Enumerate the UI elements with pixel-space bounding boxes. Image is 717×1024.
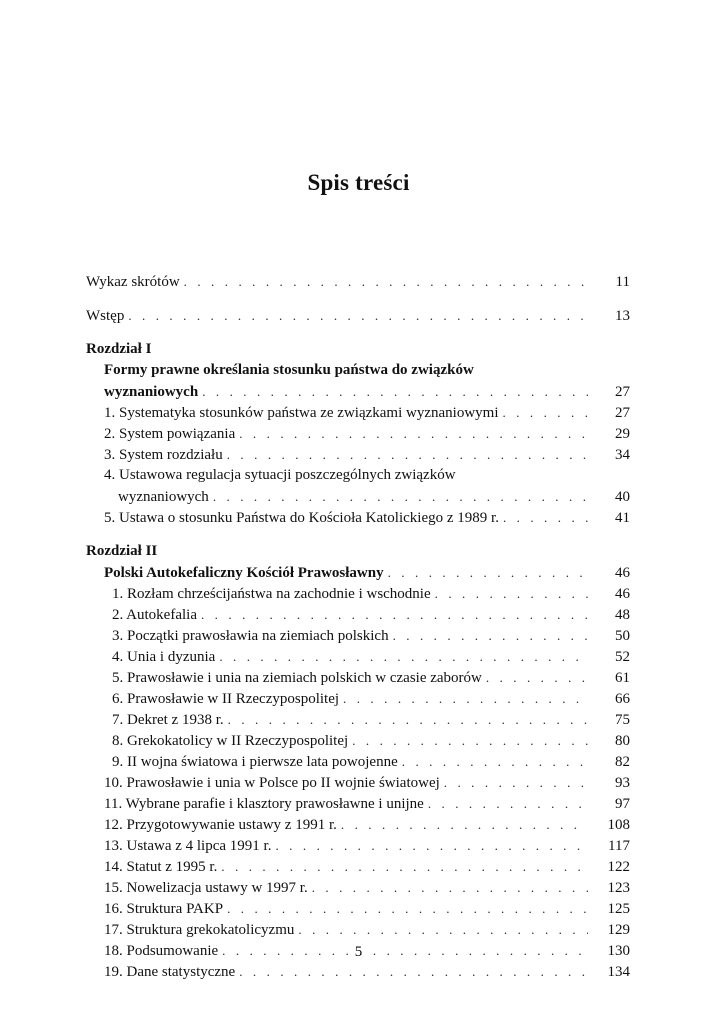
toc-page-number: 82 [615, 754, 630, 770]
toc-entry[interactable] [86, 604, 630, 625]
toc-page-number: 117 [608, 838, 630, 854]
toc-page-number: 80 [615, 733, 630, 749]
toc-page-number: 122 [607, 859, 630, 875]
toc-entry-text: 1. Rozłam chrześcijaństwa na zachodnie i wschodnie [112, 586, 431, 602]
toc-page-number: 40 [615, 489, 630, 505]
toc-page-number: 130 [607, 943, 630, 959]
toc-page-number: 48 [615, 607, 630, 623]
leader-dots [402, 751, 588, 772]
toc-entry[interactable] [86, 856, 630, 877]
toc-page-number: 41 [615, 510, 630, 526]
toc-entry-line: 4. Ustawowa regulacja sytuacji poszczególnych związków [104, 467, 456, 483]
toc-entry-text: wyznaniowych [118, 489, 209, 505]
toc-entry-text: 1. Systematyka stosunków państwa ze związkami wyznaniowymi [104, 405, 499, 421]
toc-page-number: 75 [615, 712, 630, 728]
toc-entry[interactable] [86, 730, 630, 751]
toc-page-number: 50 [615, 628, 630, 644]
leader-dots [343, 688, 588, 709]
toc-entry[interactable] [86, 961, 630, 982]
toc-page-number: 134 [607, 964, 630, 980]
toc-entry-text: 5. Prawosławie i unia na ziemiach polskich w czasie zaborów [112, 670, 482, 686]
leader-dots [486, 667, 588, 688]
toc-entry-text: 3. System rozdziału [104, 447, 223, 463]
toc-entry[interactable] [86, 646, 630, 667]
toc-page-number: 13 [615, 308, 630, 324]
toc-entry-text: 4. Unia i dyzunia [112, 649, 216, 665]
leader-dots [227, 444, 588, 465]
toc-entry[interactable] [86, 835, 630, 856]
toc-entry-chapter2-title[interactable] [86, 562, 630, 583]
leader-dots [219, 646, 588, 667]
toc-entry-text: 10. Prawosławie i unia w Polsce po II wojnie światowej [104, 775, 440, 791]
table-of-contents [86, 271, 630, 982]
toc-entry-text: 17. Struktura grekokatolicyzmu [104, 922, 295, 938]
leader-dots [227, 898, 588, 919]
toc-entry[interactable] [86, 772, 630, 793]
toc-entry-text: 5. Ustawa o stosunku Państwa do Kościoła Katolickiego z 1989 r. [104, 510, 499, 526]
toc-entry-abbreviations[interactable] [86, 271, 630, 292]
toc-entry-text: 15. Nowelizacja ustawy w 1997 r. [104, 880, 308, 896]
toc-entry[interactable] [86, 898, 630, 919]
leader-dots [503, 402, 589, 423]
toc-entry-text: wyznaniowych [104, 384, 199, 400]
toc-page-number: 46 [615, 565, 630, 581]
leader-dots [213, 486, 588, 507]
toc-entry-text: Polski Autokefaliczny Kościół Prawosławny [104, 565, 384, 581]
toc-page-number: 27 [615, 405, 630, 421]
toc-page-number: 27 [615, 384, 630, 400]
leader-dots [228, 709, 588, 730]
toc-entry[interactable] [86, 919, 630, 940]
leader-dots [128, 305, 588, 326]
leader-dots [341, 814, 588, 835]
toc-entry[interactable] [86, 667, 630, 688]
toc-entry-text: Wstęp [86, 308, 125, 324]
toc-entry-text: 11. Wybrane parafie i klasztory prawosławne i unijne [104, 796, 424, 812]
toc-entry[interactable] [86, 583, 630, 604]
toc-page-number: 123 [607, 880, 630, 896]
toc-entry-text: 7. Dekret z 1938 r. [112, 712, 224, 728]
toc-page-number: 93 [615, 775, 630, 791]
leader-dots [221, 856, 588, 877]
toc-page-number: 34 [615, 447, 630, 463]
leader-dots [388, 562, 588, 583]
toc-entry[interactable] [86, 814, 630, 835]
toc-entry[interactable] [86, 709, 630, 730]
toc-entry[interactable] [86, 751, 630, 772]
leader-dots [202, 381, 588, 402]
leader-dots [352, 730, 588, 751]
leader-dots [393, 625, 588, 646]
toc-entry-introduction[interactable] [86, 305, 630, 326]
toc-entry-text: 18. Podsumowanie [104, 943, 219, 959]
page-title: Spis treści [307, 170, 410, 195]
toc-entry[interactable] [86, 688, 630, 709]
toc-page-number: 11 [615, 274, 630, 290]
toc-page-number: 52 [615, 649, 630, 665]
page-number: 5 [354, 944, 363, 960]
leader-dots [435, 583, 588, 604]
toc-entry-text: 14. Statut z 1995 r. [104, 859, 218, 875]
toc-entry-text: 16. Struktura PAKP [104, 901, 224, 917]
toc-entry-text: 12. Przygotowywanie ustawy z 1991 r. [104, 817, 337, 833]
leader-dots [201, 604, 588, 625]
leader-dots [428, 793, 588, 814]
toc-page-number: 46 [615, 586, 630, 602]
leader-dots [184, 271, 588, 292]
toc-page-number: 125 [607, 901, 630, 917]
toc-entry-text: 2. System powiązania [104, 426, 236, 442]
toc-entry-text: Wykaz skrótów [86, 274, 180, 290]
chapter-heading: Rozdział I [86, 341, 152, 357]
toc-page-number: 129 [607, 922, 630, 938]
leader-dots [444, 772, 588, 793]
chapter-heading: Rozdział II [86, 543, 158, 559]
leader-dots [275, 835, 588, 856]
leader-dots [312, 877, 588, 898]
toc-entry[interactable] [86, 625, 630, 646]
toc-entry[interactable] [86, 486, 630, 507]
toc-entry[interactable] [86, 793, 630, 814]
toc-entry-text: 13. Ustawa z 4 lipca 1991 r. [104, 838, 272, 854]
leader-dots [298, 919, 588, 940]
toc-page-number: 66 [615, 691, 630, 707]
toc-entry[interactable] [86, 444, 630, 465]
chapter-subtitle-line: Formy prawne określania stosunku państwa do związków [104, 362, 474, 378]
toc-entry-text: 2. Autokefalia [112, 607, 197, 623]
toc-entry[interactable] [86, 402, 630, 423]
toc-entry-text: 3. Początki prawosławia na ziemiach polskich [112, 628, 389, 644]
leader-dots [503, 507, 588, 528]
toc-page-number: 97 [615, 796, 630, 812]
toc-entry[interactable] [86, 423, 630, 444]
leader-dots [239, 961, 588, 982]
toc-entry-text: 6. Prawosławie w II Rzeczypospolitej [112, 691, 340, 707]
toc-entry[interactable] [86, 507, 630, 528]
toc-entry-text: 8. Grekokatolicy w II Rzeczypospolitej [112, 733, 349, 749]
toc-page-number: 61 [615, 670, 630, 686]
toc-entry[interactable] [86, 877, 630, 898]
toc-entry-text: 9. II wojna światowa i pierwsze lata powojenne [112, 754, 398, 770]
toc-page-number: 29 [615, 426, 630, 442]
toc-entry-chapter1-title[interactable] [86, 381, 630, 402]
toc-entry-text: 19. Dane statystyczne [104, 964, 236, 980]
leader-dots [239, 423, 588, 444]
toc-page-number: 108 [607, 817, 630, 833]
